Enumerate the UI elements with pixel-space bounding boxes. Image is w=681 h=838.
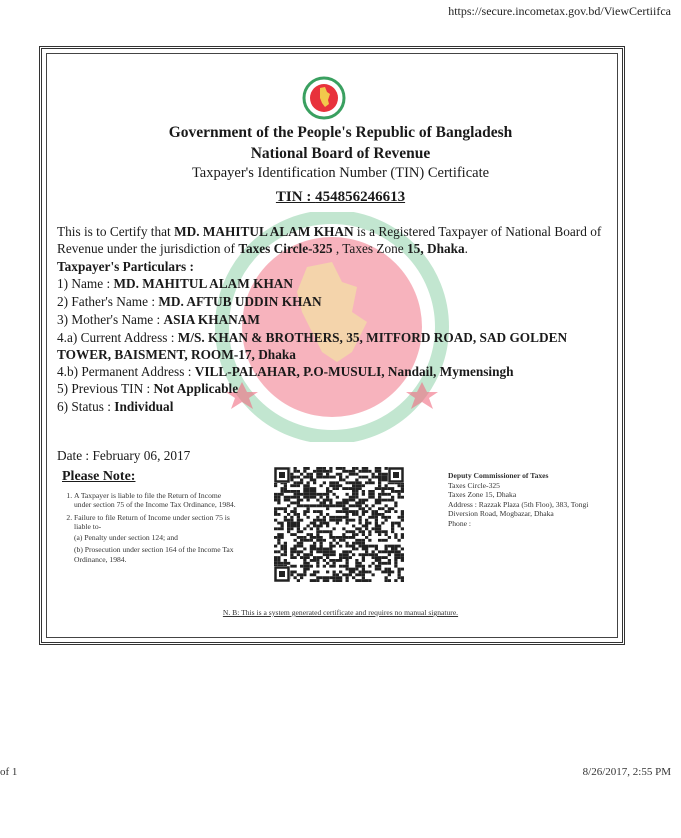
heading-certificate-type: Taxpayer's Identification Number (TIN) Certificate [191, 165, 490, 181]
authority-zone: Taxes Zone 15, Dhaka [448, 490, 517, 500]
particulars-title: Taxpayer's Particulars : [57, 259, 194, 274]
note-sub-item: (a) Penalty under section 124; and [74, 533, 178, 543]
authority-address: Address : Razzak Plaza (5th Floo), 383, Tongi Diversion Road, Mogbazar, Dhaka [448, 499, 589, 519]
note-title: Please Note: [62, 469, 136, 484]
particular-name: 1) Name : MD. MAHITUL ALAM KHAN [57, 276, 294, 291]
particular-status: 6) Status : Individual [57, 399, 174, 414]
heading-government: Government of the People's Republic of Bangladesh [168, 124, 513, 141]
certification-statement: This is to Certify that MD. MAHITUL ALAM KHAN is a Registered Taxpayer of National Board of Revenue under the jurisdiction of Taxes Circle-325 , Taxes Zone 15, Dhaka. [57, 224, 602, 256]
authority-circle: Taxes Circle-325 [448, 480, 500, 490]
tin-number: TIN : 454856246613 [275, 189, 406, 205]
page-url: https://secure.incometax.gov.bd/ViewCertiifca [448, 4, 671, 18]
notes-list [57, 491, 237, 567]
issue-date: Date : February 06, 2017 [57, 448, 191, 463]
note-item: 1. A Taxpayer is liable to file the Return of Income under section 75 of the Income Tax Ordinance, 1984. [74, 491, 237, 510]
particular-current-address: 4.a) Current Address : M/S. KHAN & BROTHERS, 35, MITFORD ROAD, SAD GOLDEN TOWER, BAISMENT, ROOM-17, Dhaka [57, 330, 568, 362]
heading-nbr: National Board of Revenue [250, 145, 431, 162]
note-sub-item: (b) Prosecution under section 164 of the Income Tax Ordinance, 1984. [74, 545, 234, 564]
particular-father: 2) Father's Name : MD. AFTUB UDDIN KHAN [57, 294, 322, 309]
print-timestamp: 8/26/2017, 2:55 PM [582, 766, 671, 778]
page-indicator: of 1 [0, 766, 18, 778]
authority-phone: Phone : [448, 518, 471, 528]
particular-mother: 3) Mother's Name : ASIA KHANAM [57, 312, 260, 327]
note-item: 2. Failure to file Return of Income under section 75 is liable to- (a) Penalty under section 124; and (b) Prosecution under section 164 of the Income Tax Ordinance, 1984. [74, 513, 237, 564]
authority-title: Deputy Commissioner of Taxes [448, 471, 549, 480]
system-generated-note: N. B: This is a system generated certificate and requires no manual signature. [222, 608, 459, 617]
bangladesh-govt-emblem-icon [302, 76, 346, 120]
qr-code-icon [274, 467, 404, 582]
particular-previous-tin: 5) Previous TIN : Not Applicable [57, 381, 239, 396]
particular-permanent-address: 4.b) Permanent Address : VILL-PALAHAR, P.O-MUSULI, Nandail, Mymensingh [57, 364, 514, 379]
tax-authority-block [448, 471, 618, 529]
